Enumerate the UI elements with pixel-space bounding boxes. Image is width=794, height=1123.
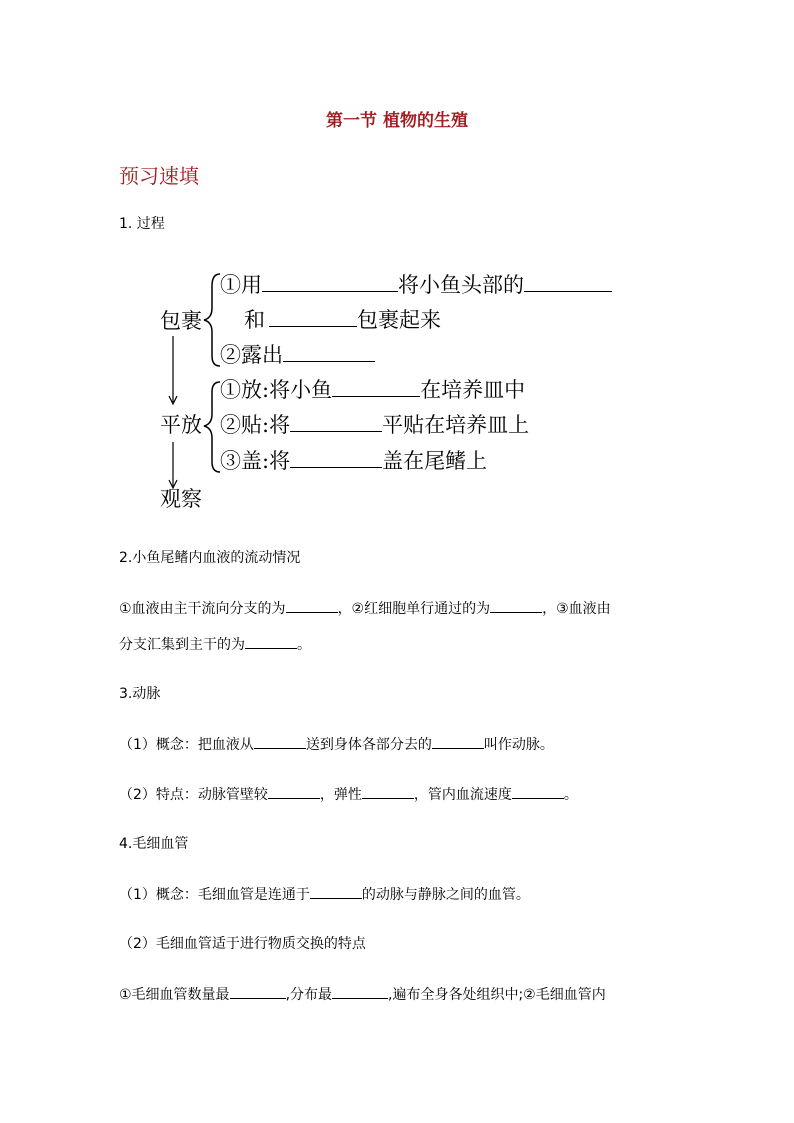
brace-wrap xyxy=(204,274,220,366)
node-place: 平放 xyxy=(160,413,202,437)
q2-line-2: 分支汇集到主干的为 。 xyxy=(119,634,311,655)
q3-concept: （1）概念：把血液从 送到身体各部分去的 叫作动脉。 xyxy=(119,734,554,755)
q3-features: （2）特点：动脉管壁较 ，弹性 ，管内血流速度 。 xyxy=(119,784,578,805)
page-title: 第一节 植物的生殖 xyxy=(326,111,468,131)
node-wrap: 包裹 xyxy=(160,309,202,333)
wrap-line-3: ②露出 xyxy=(220,342,375,368)
q4-heading: 4.毛细血管 xyxy=(119,836,189,852)
q2-line-1: ①血液由主干流向分支的为 ，②红细胞单行通过的为 ，③血液由 xyxy=(119,598,611,619)
place-line-2: ②贴:将 平贴在培养皿上 xyxy=(220,413,530,437)
q4-features-heading: （2）毛细血管适于进行物质交换的特点 xyxy=(119,936,366,952)
place-line-3: ③盖:将 盖在尾鳍上 xyxy=(220,449,488,473)
wrap-line-2: 和 包裹起来 xyxy=(244,308,441,332)
process-diagram xyxy=(158,266,678,516)
place-line-1: ①放:将小鱼 在培养皿中 xyxy=(220,378,526,402)
q4-features-line: ①毛细血管数量最 ,分布最 ,遍布全身各处组织中;②毛细血管内 xyxy=(119,984,606,1005)
node-observe: 观察 xyxy=(160,487,202,511)
brace-place xyxy=(204,382,220,472)
section-heading: 预习速填 xyxy=(119,164,199,188)
q4-concept: （1）概念：毛细血管是连通于 的动脉与静脉之间的血管。 xyxy=(119,884,530,905)
wrap-line-1: ①用 将小鱼头部的 xyxy=(220,272,612,298)
q3-heading: 3.动脉 xyxy=(119,686,161,702)
q2-heading: 2.小鱼尾鳍内血液的流动情况 xyxy=(119,550,301,566)
q1-heading: 1. 过程 xyxy=(119,216,165,232)
